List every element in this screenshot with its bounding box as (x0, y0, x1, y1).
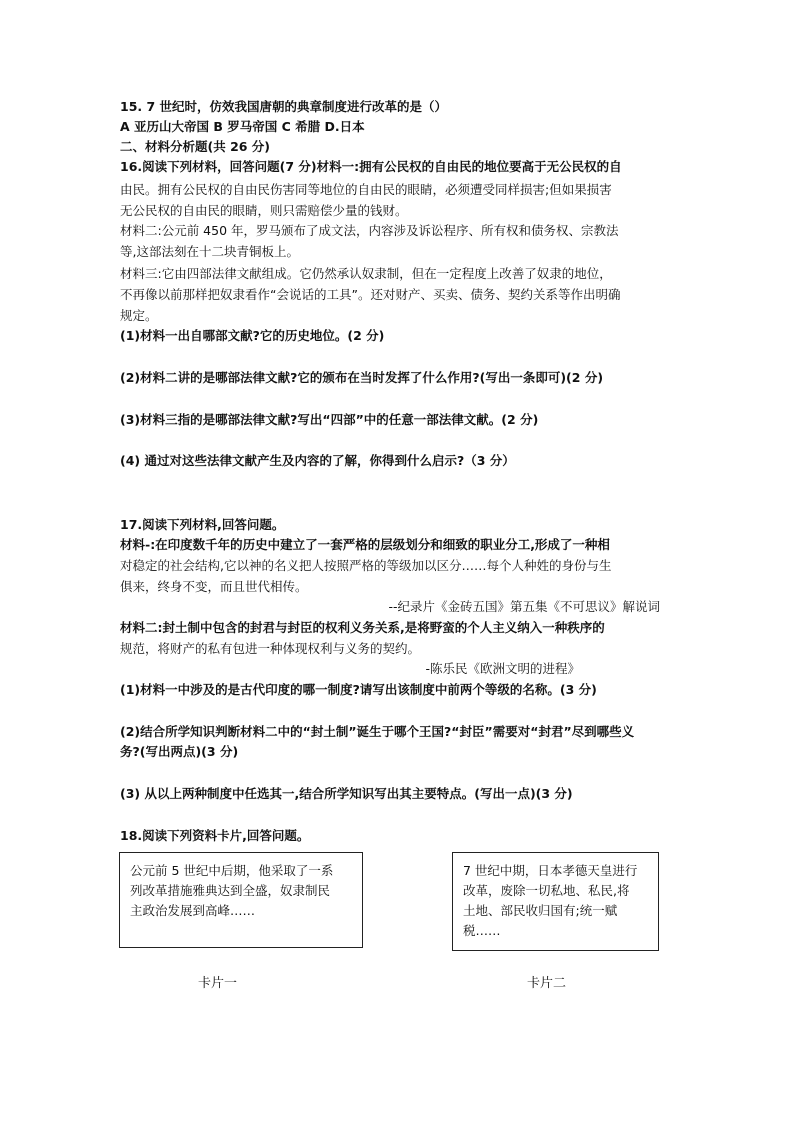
card1-caption: 卡片一 (198, 976, 238, 991)
card1-line: 公元前 5 世纪中后期，他采取了一系 (130, 863, 334, 878)
q17-m2-line-1: 材料二:封土制中包含的封君与封臣的权利义务关系,是将野蛮的个人主义纳入一种秩序的 (120, 620, 605, 635)
card2-line: 土地、部民收归国有;统一赋 (463, 903, 618, 918)
q16-line-5: 等,这部法刻在十二块青铜板上。 (120, 244, 299, 259)
section2-heading: 二、材料分析题(共 26 分) (120, 139, 271, 154)
q16-sub2: (2)材料二讲的是哪部法律文献?它的颁布在当时发挥了什么作用?(写出一条即可)(2 分) (120, 370, 604, 385)
card-one (119, 852, 363, 948)
card2-line: 7 世纪中期，日本孝德天皇进行 (463, 863, 638, 878)
q16-line-1: 16.阅读下列材料，回答问题(7 分)材料一:拥有公民权的自由民的地位要高于无公民权的自 (120, 159, 622, 174)
q16-line-2: 由民。拥有公民权的自由民伤害同等地位的自由民的眼睛，必须遭受同样损害;但如果损害 (120, 182, 612, 197)
q17-sub3: (3) 从以上两种制度中任选其一,结合所学知识写出其主要特点。(写出一点)(3 分) (120, 786, 573, 801)
q17-m2-source: -陈乐民《欧洲文明的进程》 (425, 661, 580, 676)
q17-sub2-line-2: 务?(写出两点)(3 分) (120, 744, 239, 759)
card2-caption: 卡片二 (527, 976, 567, 991)
q17-m1-line-1: 材料-:在印度数千年的历史中建立了一套严格的层级划分和细致的职业分工,形成了一种相 (120, 537, 610, 552)
card-two (452, 852, 659, 951)
q17-stem: 17.阅读下列材料,回答问题。 (120, 517, 285, 532)
q17-sub1: (1)材料一中涉及的是古代印度的哪一制度?请写出该制度中前两个等级的名称。(3 分) (120, 682, 597, 697)
q17-m2-line-2: 规范，将财产的私有包进一种体现权利与义务的契约。 (120, 641, 421, 656)
q16-sub1: (1)材料一出自哪部文献?它的历史地位。(2 分) (120, 328, 385, 343)
card1-line: 列改革措施雅典达到全盛，奴隶制民 (130, 883, 331, 898)
q17-m1-line-2: 对稳定的社会结构,它以神的名义把人按照严格的等级加以区分……每个人种姓的身份与生 (120, 558, 612, 573)
q16-line-3: 无公民权的自由民的眼睛，则只需赔偿少量的钱财。 (120, 203, 408, 218)
q16-sub3: (3)材料三指的是哪部法律文献?写出“四部”中的任意一部法律文献。(2 分) (120, 412, 539, 427)
card1-line: 主政治发展到高峰…… (130, 903, 256, 918)
card2-line: 改革，废除一切私地、私民,将 (463, 883, 630, 898)
card2-line: 税…… (463, 923, 501, 938)
q16-line-6: 材料三:它由四部法律文献组成。它仍然承认奴隶制，但在一定程度上改善了奴隶的地位， (120, 266, 612, 281)
q16-line-8: 规定。 (120, 308, 158, 323)
q17-m1-source: --纪录片《金砖五国》第五集《不可思议》解说词 (388, 599, 660, 614)
q17-m1-line-3: 俱来，终身不变，而且世代相传。 (120, 579, 308, 594)
q16-line-7: 不再像以前那样把奴隶看作“会说话的工具”。还对财产、买卖、债务、契约关系等作出明确 (120, 287, 621, 302)
q17-sub2-line-1: (2)结合所学知识判断材料二中的“封土制”诞生于哪个王国?“封臣”需要对“封君”尽到哪些义 (120, 724, 635, 739)
q16-line-4: 材料二:公元前 450 年，罗马颁布了成文法，内容涉及诉讼程序、所有权和债务权、宗教法 (120, 223, 619, 238)
q16-sub4: (4) 通过对这些法律文献产生及内容的了解，你得到什么启示?（3 分） (120, 453, 515, 468)
q15-options: A 亚历山大帝国 B 罗马帝国 C 希腊 D.日本 (120, 119, 365, 134)
q18-stem: 18.阅读下列资料卡片,回答问题。 (120, 828, 310, 843)
q15-stem: 15. 7 世纪时，仿效我国唐朝的典章制度进行改革的是（） (120, 99, 448, 114)
